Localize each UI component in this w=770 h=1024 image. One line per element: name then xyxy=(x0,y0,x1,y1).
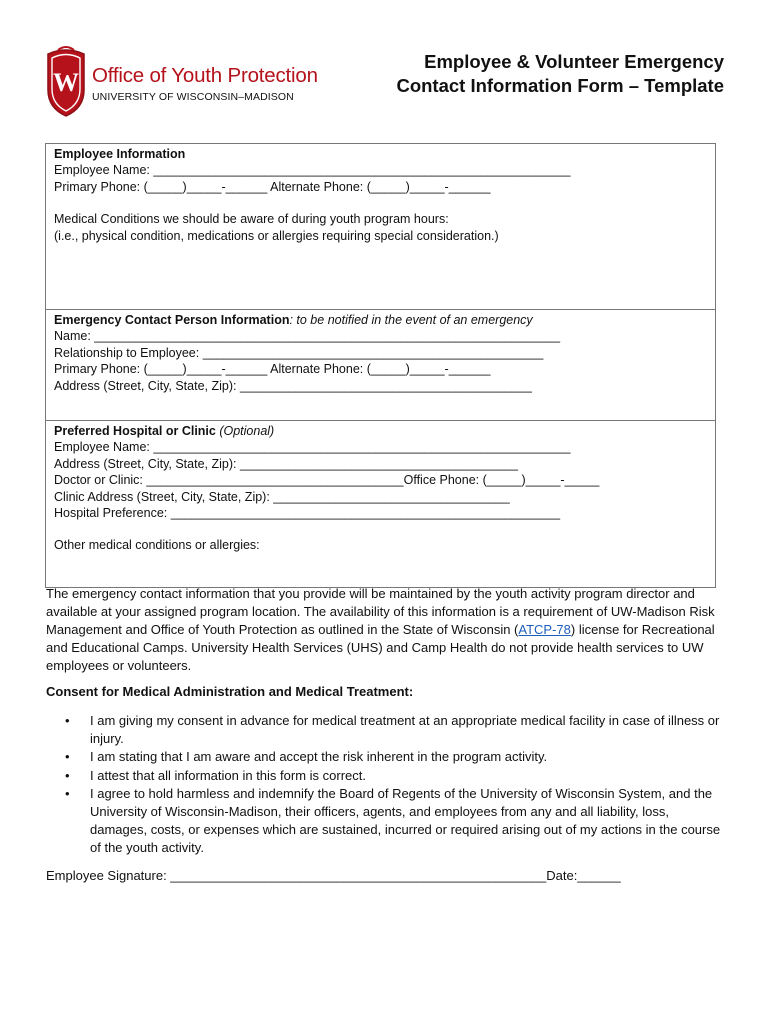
consent-item: • I attest that all information in this form is correct. xyxy=(62,767,722,785)
bullet-icon: • xyxy=(65,713,70,728)
consent-item: • I agree to hold harmless and indemnify the Board of Regents of the University of Wisconsin System, and the University of Wisconsin-Madison, their officers, agents, and employees from any and all liability, loss, damages, costs, or expenses which are sustained, incurred or required arising out of my actions in the course of the youth activity. xyxy=(65,785,721,856)
crest-letter: W xyxy=(53,68,79,97)
hospital-address-field[interactable]: Address (Street, City, State, Zip): ________________________________________ xyxy=(54,456,519,471)
emergency-contact-heading: Emergency Contact Person Information xyxy=(54,313,290,327)
notice-paragraph xyxy=(46,585,718,675)
bullet-icon: • xyxy=(65,749,70,765)
notice-text-2: ) license for Recreational and Educational Camps. University Health Services (UHS) and Camp Health do not provide health services to UW employees or volunteers. xyxy=(46,622,715,673)
consent-heading: Consent for Medical Administration and Medical Treatment: xyxy=(46,684,414,699)
hospital-heading: Preferred Hospital or Clinic xyxy=(54,424,216,438)
notice-text-1: The emergency contact information that you provide will be maintained by the youth activity program director and available at your assigned program location. The availability of this information is a requirement of UW-Madison Risk Management and Office of Youth Protection as outlined in the State of Wisconsin ( xyxy=(46,586,715,637)
logo-subtitle: UNIVERSITY OF WISCONSIN–MADISON xyxy=(92,91,294,103)
hospital-optional-note: (Optional) xyxy=(215,424,275,438)
employee-name-field[interactable]: Employee Name: ____________________________________________________________ xyxy=(54,163,571,178)
contact-phone-field[interactable]: Primary Phone: (_____)_____-______ Alternate Phone: (_____)_____-______ xyxy=(54,362,491,377)
hospital-preference-field[interactable]: Hospital Preference: ________________________________________________________ xyxy=(54,506,561,521)
employee-info-section xyxy=(45,143,716,310)
logo-title: Office of Youth Protection xyxy=(92,64,318,87)
doctor-field[interactable]: Doctor or Clinic: _____________________________________Office Phone: (_____)_____-_____ xyxy=(54,473,600,488)
page-title xyxy=(396,50,724,98)
office-logo xyxy=(44,44,344,124)
bullet-icon: • xyxy=(65,785,70,801)
consent-item: • I am stating that I am aware and accept the risk inherent in the program activity. xyxy=(62,748,722,766)
title-line-1: Employee & Volunteer Emergency xyxy=(424,51,724,72)
uw-crest-icon xyxy=(44,44,88,118)
other-conditions-field[interactable]: Other medical conditions or allergies: xyxy=(54,538,260,553)
contact-address-field[interactable]: Address (Street, City, State, Zip): __________________________________________ xyxy=(54,378,532,393)
relationship-field[interactable]: Relationship to Employee: _________________________________________________ xyxy=(54,345,544,360)
signature-field[interactable]: Employee Signature: ____________________________________________________Date:______ xyxy=(46,868,621,883)
employee-phone-field[interactable]: Primary Phone: (_____)_____-______ Alternate Phone: (_____)_____-______ xyxy=(54,179,491,194)
contact-name-field[interactable]: Name: ___________________________________________________________________ xyxy=(54,329,561,344)
employee-info-heading: Employee Information xyxy=(54,147,186,161)
title-line-2: Contact Information Form – Template xyxy=(396,75,724,96)
clinic-address-field[interactable]: Clinic Address (Street, City, State, Zip): __________________________________ xyxy=(54,489,510,504)
hospital-section xyxy=(45,420,716,588)
hospital-employee-name-field[interactable]: Employee Name: ____________________________________________________________ xyxy=(54,440,571,455)
atcp-78-link[interactable]: ATCP-78 xyxy=(518,622,571,637)
bullet-icon: • xyxy=(65,767,70,783)
emergency-contact-section xyxy=(45,309,716,421)
emergency-contact-note: : to be notified in the event of an emergency xyxy=(289,313,533,327)
consent-list xyxy=(62,712,722,858)
medical-conditions-hint: (i.e., physical condition, medications or allergies requiring special consideration.) xyxy=(54,228,499,243)
consent-item: • I am giving my consent in advance for medical treatment at an appropriate medical facility in case of illness or injury. xyxy=(65,713,720,747)
medical-conditions-label: Medical Conditions we should be aware of during youth program hours: xyxy=(54,212,449,227)
